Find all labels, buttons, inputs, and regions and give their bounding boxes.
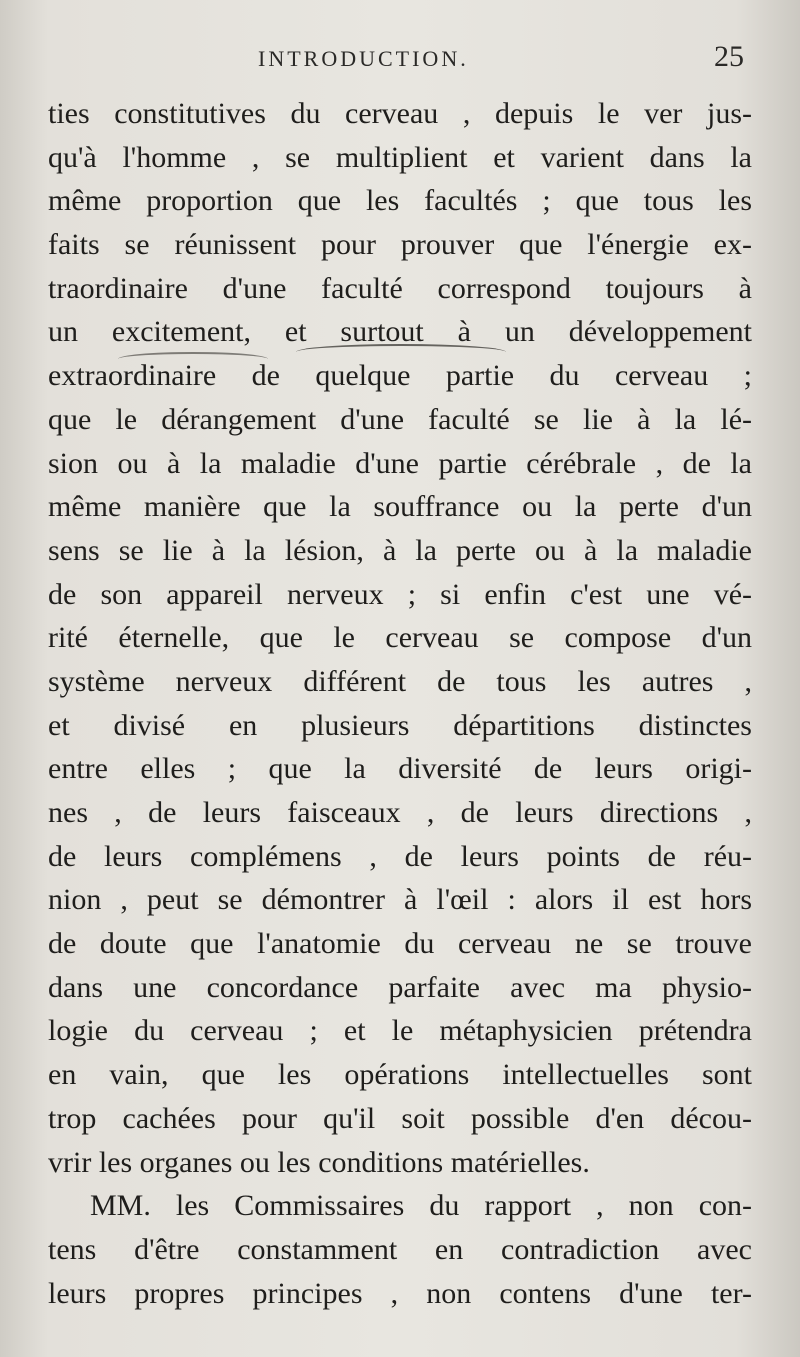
text-line: entre elles ; que la diversité de leurs origi- [48,752,752,786]
text-line: ties constitutives du cerveau , depuis le ver jus- [48,97,752,130]
text-line: de doute que l'anatomie du cerveau ne se trouve [48,927,752,961]
text-line: même proportion que les facultés ; que tous les [48,184,752,218]
text-line: rité éternelle, que le cerveau se compose d'un [48,621,752,655]
text-line: faits se réunissent pour prouver que l'énergie ex- [48,228,752,262]
body-text [48,92,752,1315]
text-line: nes , de leurs faisceaux , de leurs directions , [48,796,752,829]
text-line: tens d'être constamment en contradiction avec [48,1232,752,1266]
text-line: un excitement, et surtout à un développement [48,315,752,349]
text-line: sion ou à la maladie d'une partie cérébrale , de la [48,446,752,480]
text-line: logie du cerveau ; et le métaphysicien prétendra [48,1014,752,1048]
text-line: sens se lie à la lésion, à la perte ou à la maladie [48,533,752,567]
running-head [0,40,800,84]
text-line: traordinaire d'une faculté correspond toujours à [48,271,752,305]
text-line: de son appareil nerveux ; si enfin c'est une vé- [48,577,752,611]
text-line: même manière que la souffrance ou la perte d'un [48,490,752,524]
text-line: en vain, que les opérations intellectuelles sont [48,1058,752,1092]
text-line: trop cachées pour qu'il soit possible d'en décou- [48,1101,752,1135]
text-line: que le dérangement d'une faculté se lie à la lé- [48,402,752,436]
text-line: MM. les Commissaires du rapport , non con- [90,1189,752,1223]
page-number: 25 [714,40,744,73]
text-line: qu'à l'homme , se multiplient et varient dans la [48,140,752,174]
text-line: extraordinaire de quelque partie du cerveau ; [48,359,752,393]
running-title: INTRODUCTION. [258,46,469,71]
text-line: leurs propres principes , non contens d'une ter- [48,1276,752,1310]
text-line: système nerveux différent de tous les autres , [48,664,752,698]
text-line: de leurs complémens , de leurs points de réu- [48,839,752,873]
text-line: et divisé en plusieurs départitions distinctes [48,708,752,742]
text-line: vrir les organes ou les conditions matérielles. [48,1145,590,1179]
text-line: nion , peut se démontrer à l'œil : alors il est hors [48,883,752,917]
text-line: dans une concordance parfaite avec ma physio- [48,970,752,1004]
